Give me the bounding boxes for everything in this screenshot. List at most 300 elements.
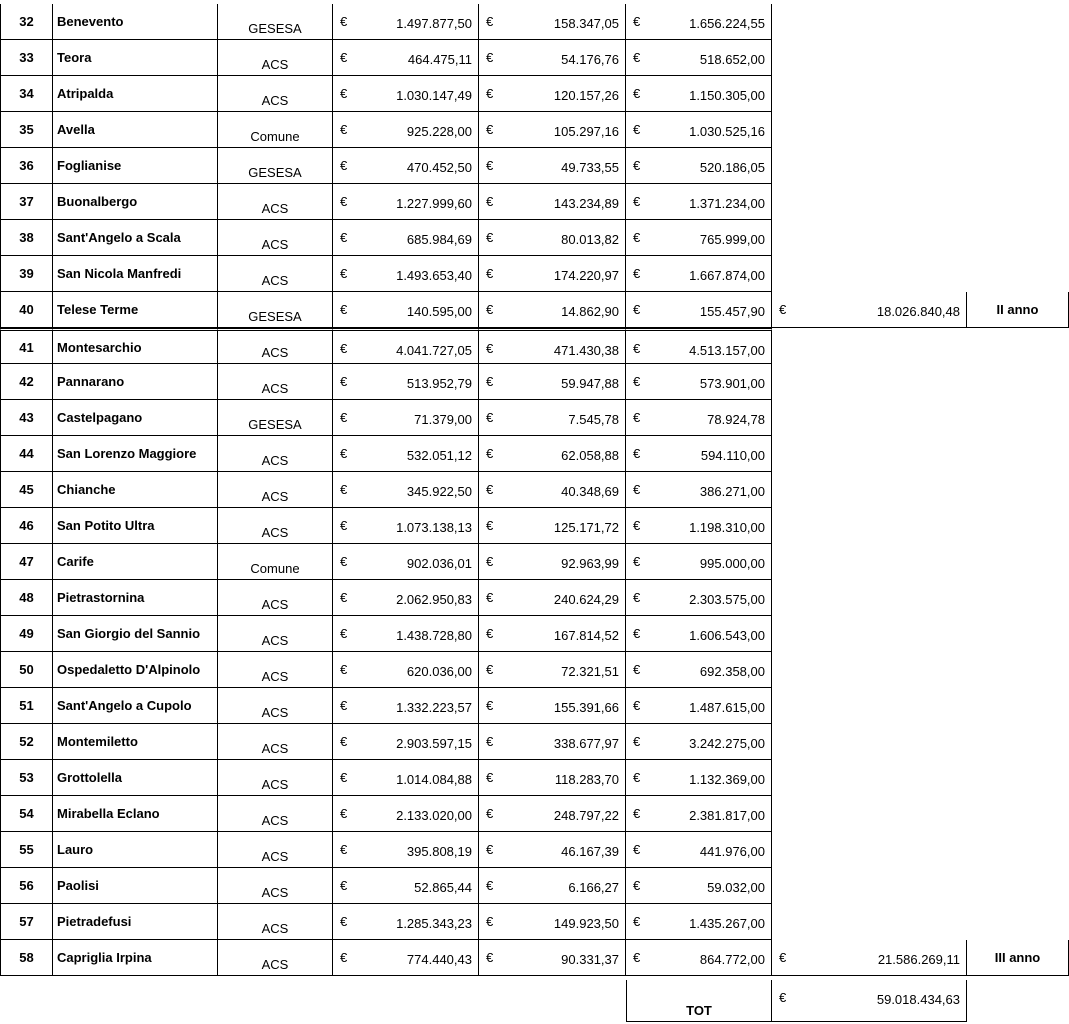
amount-a-value: 2.062.950,83 [396, 592, 472, 607]
amount-total-value: 1.030.525,16 [689, 124, 765, 139]
amount-a [333, 328, 479, 364]
amount-total-value: 995.000,00 [699, 556, 765, 571]
amount-b-value: 248.797,22 [553, 808, 619, 823]
amount-a [333, 832, 479, 868]
currency-symbol: € [340, 590, 348, 605]
amount-total [626, 256, 772, 292]
amount-b-value: 54.176,76 [561, 52, 619, 67]
amount-b [479, 364, 626, 400]
amount-b [479, 940, 626, 976]
managing-entity: ACS [218, 40, 333, 76]
table-row [0, 4, 772, 40]
amount-a-value: 925.228,00 [406, 124, 472, 139]
amount-total [626, 328, 772, 364]
currency-symbol: € [486, 806, 494, 821]
amount-total-value: 520.186,05 [699, 160, 765, 175]
amount-total [626, 544, 772, 580]
amount-total [626, 688, 772, 724]
managing-entity: ACS [218, 688, 333, 724]
currency-symbol: € [486, 194, 494, 209]
managing-entity: Comune [218, 112, 333, 148]
table-row [0, 292, 1069, 328]
municipality-name: Grottolella [53, 760, 218, 796]
year-subtotal-value: 18.026.840,48 [876, 304, 960, 319]
currency-symbol: € [633, 590, 641, 605]
row-number: 58 [0, 940, 53, 976]
table-row [0, 688, 772, 724]
amount-b-value: 14.862,90 [561, 304, 619, 319]
municipality-name: Sant'Angelo a Cupolo [53, 688, 218, 724]
table-row [0, 724, 772, 760]
managing-entity: GESESA [218, 4, 333, 40]
amount-total-value: 78.924,78 [707, 412, 765, 427]
amount-b-value: 174.220,97 [553, 268, 619, 283]
managing-entity: ACS [218, 508, 333, 544]
amount-total-value: 2.303.575,00 [689, 592, 765, 607]
table-row [0, 832, 772, 868]
amount-a [333, 652, 479, 688]
amount-total [626, 112, 772, 148]
row-number: 45 [0, 472, 53, 508]
currency-symbol: € [633, 554, 641, 569]
currency-symbol: € [340, 482, 348, 497]
amount-b [479, 292, 626, 328]
table-row [0, 364, 772, 400]
row-number: 35 [0, 112, 53, 148]
currency-symbol: € [633, 266, 641, 281]
amount-total [626, 868, 772, 904]
amount-b [479, 184, 626, 220]
total-label: TOT [626, 980, 772, 1022]
year-label: III anno [967, 940, 1069, 976]
amount-total-value: 441.976,00 [699, 844, 765, 859]
amount-b-value: 118.283,70 [554, 772, 619, 787]
municipality-name: Capriglia Irpina [53, 940, 218, 976]
row-number: 41 [0, 328, 53, 364]
currency-symbol: € [486, 341, 494, 356]
currency-symbol: € [340, 341, 348, 356]
currency-symbol: € [633, 842, 641, 857]
amount-b-value: 72.321,51 [561, 664, 619, 679]
table-row [0, 544, 772, 580]
year-subtotal [772, 940, 967, 976]
amount-total [626, 760, 772, 796]
amount-a-value: 1.014.084,88 [396, 772, 472, 787]
amount-b-value: 80.013,82 [561, 232, 619, 247]
municipality-name: Telese Terme [53, 292, 218, 328]
currency-symbol: € [340, 158, 348, 173]
currency-symbol: € [340, 734, 348, 749]
currency-symbol: € [486, 842, 494, 857]
row-number: 55 [0, 832, 53, 868]
amount-total-value: 386.271,00 [699, 484, 765, 499]
amount-b [479, 40, 626, 76]
table-row [0, 328, 772, 364]
currency-symbol: € [340, 446, 348, 461]
table-row [0, 184, 772, 220]
amount-a [333, 796, 479, 832]
amount-b [479, 76, 626, 112]
currency-symbol: € [633, 50, 641, 65]
municipality-name: Carife [53, 544, 218, 580]
managing-entity: ACS [218, 796, 333, 832]
amount-a [333, 868, 479, 904]
municipality-name: Foglianise [53, 148, 218, 184]
currency-symbol: € [633, 698, 641, 713]
total-value: 59.018.434,63 [876, 992, 960, 1007]
currency-symbol: € [340, 122, 348, 137]
amount-b-value: 149.923,50 [553, 916, 619, 931]
managing-entity: GESESA [218, 400, 333, 436]
amount-a-value: 2.903.597,15 [396, 736, 472, 751]
managing-entity: Comune [218, 544, 333, 580]
table-row [0, 220, 772, 256]
amount-a-value: 1.332.223,57 [396, 700, 472, 715]
amount-b-value: 471.430,38 [553, 343, 619, 358]
managing-entity: ACS [218, 868, 333, 904]
amount-a-value: 774.440,43 [406, 952, 472, 967]
managing-entity: ACS [218, 904, 333, 940]
managing-entity: ACS [218, 832, 333, 868]
currency-symbol: € [486, 590, 494, 605]
amount-total [626, 724, 772, 760]
currency-symbol: € [486, 734, 494, 749]
row-number: 40 [0, 292, 53, 328]
municipality-name: Avella [53, 112, 218, 148]
amount-total [626, 796, 772, 832]
amount-total-value: 1.198.310,00 [689, 520, 765, 535]
row-number: 43 [0, 400, 53, 436]
amount-b [479, 328, 626, 364]
year-subtotal-value: 21.586.269,11 [877, 952, 960, 967]
amount-a-value: 1.493.653,40 [396, 268, 472, 283]
currency-symbol: € [340, 878, 348, 893]
currency-symbol: € [340, 266, 348, 281]
amount-b-value: 338.677,97 [553, 736, 619, 751]
currency-symbol: € [486, 374, 494, 389]
amount-b-value: 6.166,27 [568, 880, 619, 895]
amount-total-value: 1.150.305,00 [689, 88, 765, 103]
currency-symbol: € [633, 914, 641, 929]
amount-total [626, 220, 772, 256]
row-number: 39 [0, 256, 53, 292]
currency-symbol: € [633, 194, 641, 209]
table-row [0, 112, 772, 148]
currency-symbol: € [633, 734, 641, 749]
amount-a-value: 685.984,69 [406, 232, 472, 247]
amount-b-value: 143.234,89 [553, 196, 619, 211]
amount-b-value: 167.814,52 [553, 628, 619, 643]
amount-a [333, 4, 479, 40]
currency-symbol: € [340, 374, 348, 389]
row-number: 33 [0, 40, 53, 76]
currency-symbol: € [486, 518, 494, 533]
amount-total [626, 148, 772, 184]
amount-total [626, 292, 772, 328]
managing-entity: ACS [218, 760, 333, 796]
amount-b [479, 220, 626, 256]
row-number: 37 [0, 184, 53, 220]
row-number: 49 [0, 616, 53, 652]
amount-a [333, 292, 479, 328]
currency-symbol: € [486, 86, 494, 101]
currency-symbol: € [779, 302, 787, 317]
amount-b [479, 760, 626, 796]
amount-a-value: 1.497.877,50 [396, 16, 472, 31]
amount-a [333, 544, 479, 580]
amount-total [626, 40, 772, 76]
currency-symbol: € [633, 626, 641, 641]
amount-total [626, 76, 772, 112]
currency-symbol: € [486, 950, 494, 965]
amount-total-value: 864.772,00 [699, 952, 765, 967]
row-number: 51 [0, 688, 53, 724]
municipality-name: Benevento [53, 4, 218, 40]
amount-a [333, 76, 479, 112]
amount-a-value: 1.227.999,60 [396, 196, 472, 211]
amount-a [333, 940, 479, 976]
municipality-name: Montesarchio [53, 328, 218, 364]
amount-a [333, 148, 479, 184]
municipality-name: Paolisi [53, 868, 218, 904]
currency-symbol: € [486, 410, 494, 425]
currency-symbol: € [340, 770, 348, 785]
table-row [0, 760, 772, 796]
managing-entity: ACS [218, 184, 333, 220]
municipality-name: Pietrastornina [53, 580, 218, 616]
municipality-name: Atripalda [53, 76, 218, 112]
table-row [0, 652, 772, 688]
currency-symbol: € [340, 626, 348, 641]
currency-symbol: € [340, 410, 348, 425]
amount-total [626, 184, 772, 220]
currency-symbol: € [633, 806, 641, 821]
amount-b [479, 796, 626, 832]
amount-b [479, 580, 626, 616]
managing-entity: GESESA [218, 148, 333, 184]
row-number: 46 [0, 508, 53, 544]
currency-symbol: € [340, 230, 348, 245]
managing-entity: ACS [218, 472, 333, 508]
amount-b [479, 616, 626, 652]
table-row [0, 472, 772, 508]
amount-a [333, 400, 479, 436]
municipality-name: Lauro [53, 832, 218, 868]
amount-total-value: 3.242.275,00 [689, 736, 765, 751]
amount-b [479, 904, 626, 940]
table-row [0, 868, 772, 904]
currency-symbol: € [486, 626, 494, 641]
amount-a [333, 904, 479, 940]
amount-a [333, 40, 479, 76]
amount-total-value: 4.513.157,00 [689, 343, 765, 358]
amount-total-value: 518.652,00 [699, 52, 765, 67]
municipality-name: San Giorgio del Sannio [53, 616, 218, 652]
amount-a [333, 256, 479, 292]
currency-symbol: € [340, 842, 348, 857]
amount-b [479, 832, 626, 868]
amount-total-value: 2.381.817,00 [689, 808, 765, 823]
amount-a [333, 760, 479, 796]
amount-total [626, 364, 772, 400]
currency-symbol: € [486, 770, 494, 785]
amount-total-value: 1.606.543,00 [689, 628, 765, 643]
amount-total-value: 59.032,00 [707, 880, 765, 895]
amount-total-value: 573.901,00 [699, 376, 765, 391]
amount-total [626, 508, 772, 544]
amount-a [333, 472, 479, 508]
table-row [0, 508, 772, 544]
amount-total-value: 1.667.874,00 [689, 268, 765, 283]
currency-symbol: € [486, 122, 494, 137]
municipality-name: Chianche [53, 472, 218, 508]
amount-a [333, 688, 479, 724]
amount-total [626, 940, 772, 976]
currency-symbol: € [486, 914, 494, 929]
row-number: 34 [0, 76, 53, 112]
managing-entity: ACS [218, 328, 333, 364]
municipality-name: Mirabella Eclano [53, 796, 218, 832]
amount-a-value: 464.475,11 [407, 52, 472, 67]
currency-symbol: € [486, 554, 494, 569]
amount-b [479, 436, 626, 472]
currency-symbol: € [340, 194, 348, 209]
amount-b [479, 112, 626, 148]
amount-b [479, 508, 626, 544]
amount-b-value: 59.947,88 [561, 376, 619, 391]
amount-b [479, 868, 626, 904]
amount-b [479, 652, 626, 688]
table-row [0, 400, 772, 436]
currency-symbol: € [486, 158, 494, 173]
amount-total-value: 692.358,00 [699, 664, 765, 679]
municipality-name: Sant'Angelo a Scala [53, 220, 218, 256]
row-number: 48 [0, 580, 53, 616]
table-row [0, 904, 772, 940]
amount-total-value: 1.656.224,55 [689, 16, 765, 31]
amount-a-value: 2.133.020,00 [396, 808, 472, 823]
currency-symbol: € [340, 914, 348, 929]
currency-symbol: € [486, 302, 494, 317]
currency-symbol: € [340, 14, 348, 29]
currency-symbol: € [633, 122, 641, 137]
managing-entity: ACS [218, 364, 333, 400]
municipality-name: San Lorenzo Maggiore [53, 436, 218, 472]
municipality-name: Montemiletto [53, 724, 218, 760]
amount-a-value: 395.808,19 [406, 844, 472, 859]
amount-a [333, 724, 479, 760]
amount-b-value: 62.058,88 [561, 448, 619, 463]
amount-b-value: 49.733,55 [561, 160, 619, 175]
currency-symbol: € [486, 878, 494, 893]
amount-a-value: 532.051,12 [406, 448, 472, 463]
amount-total-value: 765.999,00 [699, 232, 765, 247]
currency-symbol: € [340, 554, 348, 569]
amount-a [333, 364, 479, 400]
row-number: 57 [0, 904, 53, 940]
amount-a [333, 184, 479, 220]
currency-symbol: € [486, 698, 494, 713]
municipality-name: Castelpagano [53, 400, 218, 436]
currency-symbol: € [486, 50, 494, 65]
amount-a-value: 1.285.343,23 [396, 916, 472, 931]
row-number: 42 [0, 364, 53, 400]
currency-symbol: € [633, 86, 641, 101]
currency-symbol: € [633, 158, 641, 173]
municipality-name: San Potito Ultra [53, 508, 218, 544]
currency-symbol: € [633, 878, 641, 893]
amount-a-value: 513.952,79 [406, 376, 472, 391]
amount-a [333, 436, 479, 472]
amount-total-value: 1.132.369,00 [689, 772, 765, 787]
amount-b [479, 4, 626, 40]
currency-symbol: € [340, 50, 348, 65]
amount-total [626, 652, 772, 688]
table-row [0, 940, 1069, 976]
amount-b-value: 158.347,05 [553, 16, 619, 31]
amount-a-value: 470.452,50 [406, 160, 472, 175]
amount-a-value: 4.041.727,05 [396, 343, 472, 358]
amount-b-value: 125.171,72 [553, 520, 619, 535]
amount-b-value: 155.391,66 [553, 700, 619, 715]
currency-symbol: € [633, 341, 641, 356]
currency-symbol: € [340, 302, 348, 317]
currency-symbol: € [633, 446, 641, 461]
currency-symbol: € [633, 14, 641, 29]
row-number: 47 [0, 544, 53, 580]
amount-a-value: 902.036,01 [406, 556, 472, 571]
total-value-cell [772, 980, 967, 1022]
amount-a [333, 112, 479, 148]
municipality-name: Pietradefusi [53, 904, 218, 940]
managing-entity: ACS [218, 256, 333, 292]
amount-total-value: 1.487.615,00 [689, 700, 765, 715]
amount-total [626, 904, 772, 940]
currency-symbol: € [340, 86, 348, 101]
row-number: 50 [0, 652, 53, 688]
amount-total [626, 4, 772, 40]
row-number: 32 [0, 4, 53, 40]
row-number: 52 [0, 724, 53, 760]
amount-total-value: 155.457,90 [699, 304, 765, 319]
amount-b [479, 688, 626, 724]
amount-a-value: 620.036,00 [406, 664, 472, 679]
year-label: II anno [967, 292, 1069, 328]
amount-total-value: 1.371.234,00 [689, 196, 765, 211]
amount-a-value: 1.438.728,80 [396, 628, 472, 643]
currency-symbol: € [633, 518, 641, 533]
managing-entity: ACS [218, 580, 333, 616]
currency-symbol: € [486, 446, 494, 461]
row-number: 44 [0, 436, 53, 472]
amount-b [479, 400, 626, 436]
table-row [0, 616, 772, 652]
row-number: 53 [0, 760, 53, 796]
amount-total [626, 832, 772, 868]
table-row [0, 76, 772, 112]
currency-symbol: € [633, 950, 641, 965]
currency-symbol: € [779, 990, 787, 1005]
table-row [0, 796, 772, 832]
amount-b-value: 90.331,37 [561, 952, 619, 967]
managing-entity: ACS [218, 436, 333, 472]
managing-entity: ACS [218, 940, 333, 976]
currency-symbol: € [633, 230, 641, 245]
managing-entity: ACS [218, 652, 333, 688]
table-row [0, 148, 772, 184]
currency-symbol: € [633, 662, 641, 677]
amount-b-value: 46.167,39 [561, 844, 619, 859]
